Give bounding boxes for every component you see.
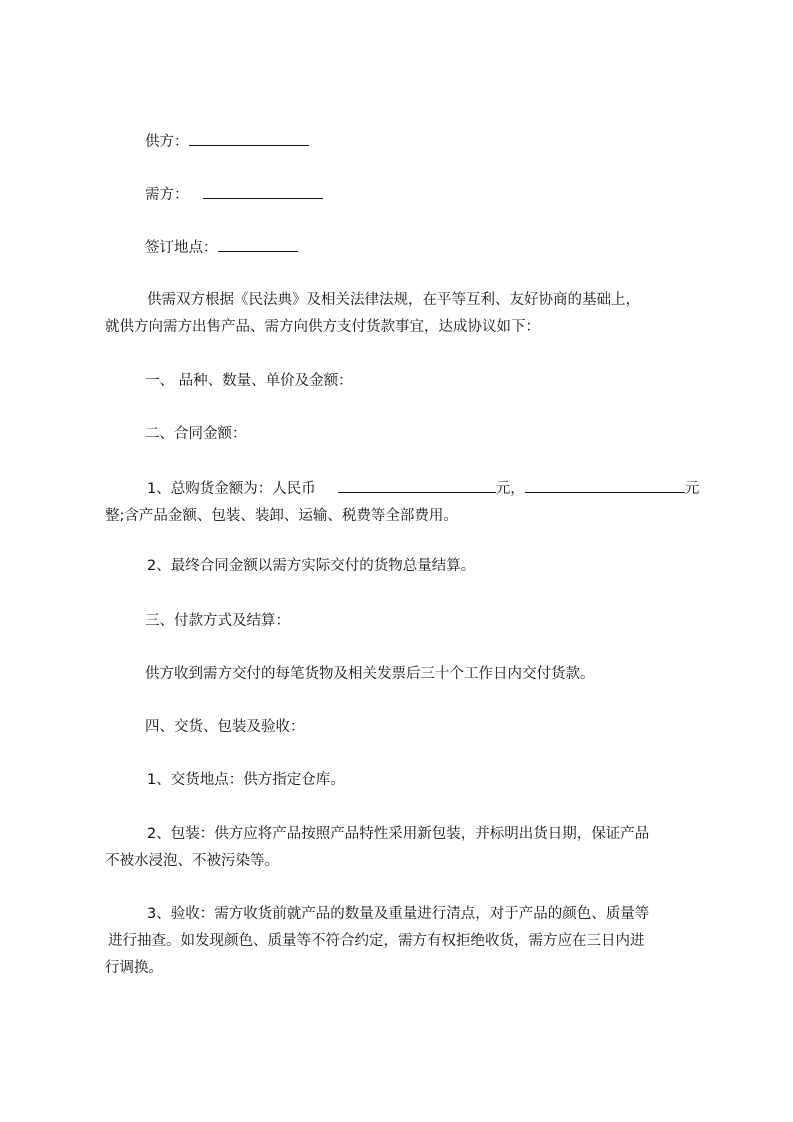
buyer-field	[145, 184, 323, 205]
yuan-label-1: 元，	[495, 481, 525, 497]
sign-place-label: 签订地点：	[145, 240, 218, 256]
buyer-blank[interactable]	[203, 184, 323, 199]
total-amount-label: 1、总购货金额为：人民币	[147, 481, 316, 497]
amount-number-blank[interactable]	[338, 478, 496, 493]
sign-place-blank[interactable]	[218, 237, 298, 252]
buyer-label: 需方：	[145, 187, 189, 203]
supplier-field	[145, 131, 309, 152]
intro-line-2: 就供方向需方出售产品、需方向供方支付货款事宜，达成协议如下：	[105, 319, 540, 335]
section-4-title: 四、交货、包装及验收：	[145, 719, 305, 735]
section-4-item-2-line-2: 不被水浸泡、不被污染等。	[105, 853, 279, 869]
amount-words-blank[interactable]	[525, 478, 685, 493]
section-4-item-2-line-1: 2、包装：供方应将产品按照产品特性采用新包装，并标明出货日期，保证产品	[147, 826, 650, 842]
section-2-item-1-line-2: 整;含产品金额、包装、装卸、运输、税费等全部费用。	[105, 508, 458, 524]
section-2-item-1	[147, 478, 699, 499]
supplier-label: 供方：	[145, 134, 189, 150]
section-4-item-1: 1、交货地点：供方指定仓库。	[147, 772, 345, 788]
sign-place-field	[145, 237, 298, 258]
supplier-blank[interactable]	[189, 131, 309, 146]
section-4-item-3-line-3: 行调换。	[105, 960, 163, 976]
section-2-title: 二、合同金额：	[145, 426, 247, 442]
section-2-item-2: 2、最终合同金额以需方实际交付的货物总量结算。	[147, 558, 476, 574]
yuan-label-2: 元	[684, 481, 700, 497]
section-4-item-3-line-2: 进行抽查。如发现颜色、质量等不符合约定，需方有权拒绝收货，需方应在三日内进	[108, 933, 645, 949]
section-3-body: 供方收到需方交付的每笔货物及相关发票后三十个工作日内交付货款。	[145, 666, 595, 682]
section-1-title: 一、 品种、数量、单价及金额：	[145, 373, 353, 389]
section-3-title: 三、付款方式及结算：	[145, 613, 290, 629]
intro-line-1: 供需双方根据《民法典》及相关法律法规，在平等互利、友好协商的基础上，	[147, 292, 640, 308]
section-4-item-3-line-1: 3、验收：需方收货前就产品的数量及重量进行清点，对于产品的颜色、质量等	[147, 906, 650, 922]
